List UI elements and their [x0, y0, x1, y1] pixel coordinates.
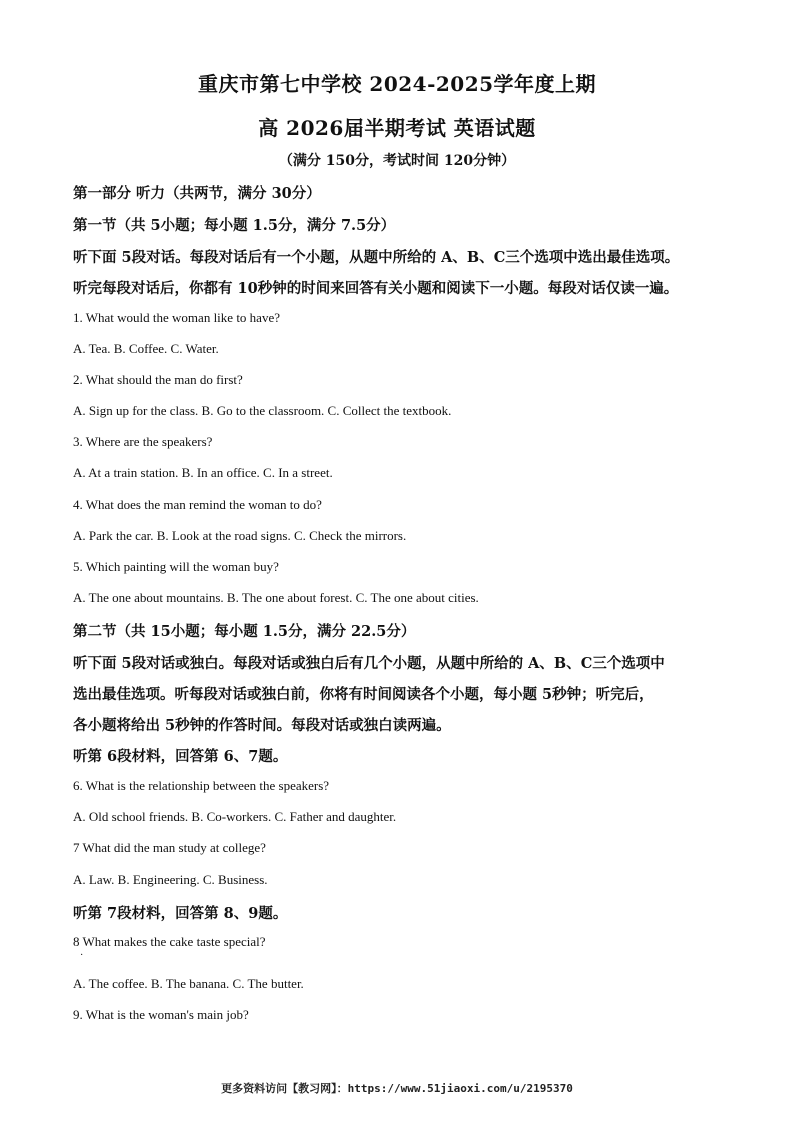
footer-link-text[interactable]: 更多资料访问【教习网】：https://www.51jiaoxi.com/u/2195370 — [221, 1082, 573, 1095]
question-2-options: A. Sign up for the class. B. Go to the classroom. C. Collect the textbook. — [73, 403, 452, 418]
question-2: 2. What should the man do first? — [73, 372, 243, 387]
question-5: 5. Which painting will the woman buy? — [73, 559, 279, 574]
section1-instruction-2: 听完每段对话后，你都有 10秒钟的时间来回答有关小题和阅读下一小题。每段对话仅读一遍。 — [73, 280, 679, 297]
question-7: 7 What did the man study at college? — [73, 840, 266, 855]
section2-instruction-2: 选出最佳选项。听每段对话或独白前，你将有时间阅读各个小题，每小题 5秒钟；听完后， — [73, 686, 654, 703]
question-6: 6. What is the relationship between the speakers? — [73, 778, 330, 793]
question-1: 1. What would the woman like to have? — [73, 310, 280, 325]
section2-heading: 第二节（共 15小题；每小题 1.5分，满分 22.5分） — [73, 623, 416, 640]
question-7-options: A. Law. B. Engineering. C. Business. — [73, 872, 268, 887]
question-8-options: A. The coffee. B. The banana. C. The butter. — [73, 976, 304, 991]
section2-instruction-3: 各小题将给出 5秒钟的作答时间。每段对话或独白读两遍。 — [73, 717, 451, 734]
question-3: 3. Where are the speakers? — [73, 434, 213, 449]
question-9: 9. What is the woman's main job? — [73, 1007, 249, 1022]
material-6-heading: 听第 6段材料，回答第 6、7题。 — [73, 748, 288, 765]
question-5-options: A. The one about mountains. B. The one about forest. C. The one about cities. — [73, 590, 479, 605]
section1-heading: 第一节（共 5小题；每小题 1.5分，满分 7.5分） — [73, 217, 396, 234]
part1-heading: 第一部分 听力（共两节，满分 30分） — [73, 185, 321, 202]
question-8: 8 What makes the cake taste special? — [73, 934, 266, 949]
exam-subtitle: （满分 150分，考试时间 120分钟） — [278, 153, 516, 169]
section1-instruction-1: 听下面 5段对话。每段对话后有一个小题，从题中所给的 A、B、C三个选项中选出最佳选项。 — [73, 249, 680, 266]
question-3-options: A. At a train station. B. In an office. C. In a street. — [73, 465, 333, 480]
question-1-options: A. Tea. B. Coffee. C. Water. — [73, 341, 219, 356]
question-4: 4. What does the man remind the woman to do? — [73, 497, 322, 512]
section2-instruction-1: 听下面 5段对话或独白。每段对话或独白后有几个小题，从题中所给的 A、B、C三个选项中 — [73, 655, 665, 672]
question-6-options: A. Old school friends. B. Co-workers. C. Father and daughter. — [73, 809, 397, 824]
exam-title-line1: 重庆市第七中学校 2024-2025学年度上期 — [197, 72, 597, 96]
exam-title-line2: 高 2026届半期考试 英语试题 — [258, 116, 536, 140]
material-7-heading: 听第 7段材料，回答第 8、9题。 — [73, 905, 288, 922]
stray-dot-mark: · — [80, 950, 84, 961]
question-4-options: A. Park the car. B. Look at the road signs. C. Check the mirrors. — [73, 528, 407, 543]
